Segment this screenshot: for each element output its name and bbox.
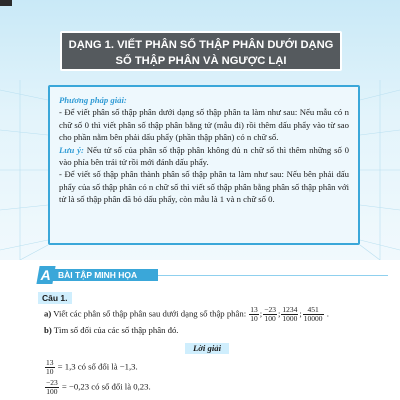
question-label: Câu 1. [38, 292, 72, 304]
corner-decoration [0, 0, 12, 6]
method-note [59, 144, 349, 169]
solution-line-2-text: = −0,23 có số đối là 0,23. [59, 381, 151, 392]
question-part-b [44, 324, 178, 336]
method-paragraph-1: - Để viết phân số thập phân dưới dạng số thập phân ta làm như sau: Nếu mẫu có n chữ số 0 thì viết phân số thập phân bằng tử (mẫu đi) rồi thêm dấu phẩy vào từ sao cho phần nằm bên phải dấu phẩy (phần thập phân) có n chữ số. [59, 107, 349, 143]
fraction: $\frac{451}{10000}$ [303, 305, 323, 323]
solution-line-2 [44, 379, 151, 396]
fraction: $\frac{13}{10}$ [46, 358, 54, 376]
method-heading: Phương pháp giải: [59, 95, 127, 105]
question-part-a: a) Viết các phân số thập phân sau dưới dạng số thập phân: $\frac{13}{10}$ ; $\frac{-23}{100}$ ; $\frac{1234}{1000}$ ; $\frac{451}{10000}$ . [44, 305, 329, 323]
topic-title [60, 31, 342, 71]
examples-header [38, 266, 388, 284]
part-a-prefix: a) [44, 308, 52, 319]
part-b-text: Tìm số đối của các số thập phân đó. [51, 325, 179, 335]
topic-title-line2: SỐ THẬP PHÂN VÀ NGƯỢC LẠI [115, 55, 287, 67]
examples-divider [158, 275, 388, 276]
examples-title: BÀI TẬP MINH HỌA [52, 269, 158, 281]
note-text: Nếu tử số của phân số thập phân không đủ n chữ số thì thêm những số 0 vào phía bên trái tử rồi mới đánh dấu phẩy. [59, 144, 349, 168]
method-paragraph-2: - Để viết số thập phân thành phân số thập phân ta làm như sau: Nếu bên phải dấu phẩy của số thập phân có n chữ số thì viết số thập phân bằng phân số thập phân với tử là số thập phân đã bỏ dấu phẩy, còn mẫu là 1 và n chữ số 0. [59, 169, 349, 205]
fraction: $\frac{-23}{100}$ [46, 378, 58, 396]
method-box [48, 85, 360, 245]
solution-line-1-text: = 1,3 có số đối là −1,3. [55, 361, 138, 372]
fraction: $\frac{13}{10}$ [250, 305, 258, 323]
topic-title-line1: DẠNG 1. VIẾT PHÂN SỐ THẬP PHÂN DƯỚI DẠNG [68, 39, 334, 51]
fraction: $\frac{1234}{1000}$ [282, 305, 298, 323]
solution-line-1 [44, 359, 138, 376]
examples-badge: A [36, 266, 55, 284]
note-label: Lưu ý: [59, 144, 84, 155]
part-a-text: Viết các phân số thập phân sau dưới dạng số thập phân: [51, 308, 247, 319]
solution-label: Lời giải [185, 343, 229, 354]
part-b-prefix: b) [44, 325, 52, 335]
fraction: $\frac{-23}{100}$ [264, 305, 276, 323]
